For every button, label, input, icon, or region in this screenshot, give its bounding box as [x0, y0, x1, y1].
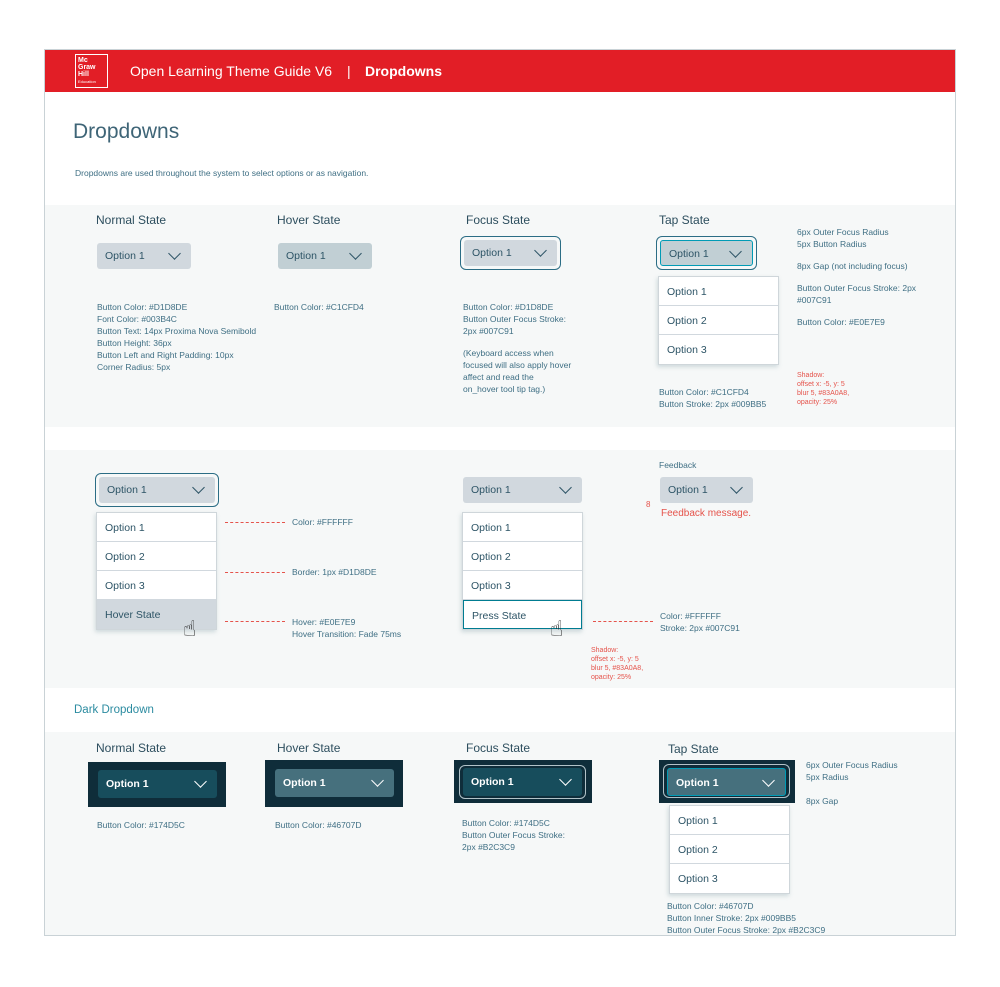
chevron-down-icon: [194, 775, 207, 788]
dark-normal-spec: Button Color: #174D5C: [97, 820, 185, 830]
dark-tap-heading: Tap State: [668, 742, 719, 756]
dropdown-label: Option 1: [283, 777, 326, 789]
spec-line: Button Stroke: 2px #009BB5: [659, 399, 767, 409]
menu-item-label: Hover State: [105, 609, 161, 621]
spec-line: 5px Radius: [806, 772, 849, 782]
page-title: Dropdowns: [73, 120, 180, 143]
spec-line: offset x: -5, y: 5: [591, 656, 639, 663]
normal-state-heading: Normal State: [96, 213, 167, 227]
spec-gap: [797, 250, 916, 260]
chevron-down-icon: [168, 247, 181, 260]
dark-normal-heading: Normal State: [96, 741, 167, 755]
dropdown-label: Option 1: [472, 247, 512, 259]
hover-dropdown[interactable]: [278, 243, 372, 269]
feedback-label: Feedback: [659, 460, 697, 470]
menu-item-label: Option 2: [471, 551, 511, 563]
normal-dropdown[interactable]: [97, 243, 191, 269]
callout-line: [225, 621, 285, 622]
spec-line: Button Color: #D1D8DE: [97, 302, 188, 312]
open-dropdown-hover[interactable]: [99, 477, 215, 503]
dark-tap-spec: [667, 900, 825, 936]
spec-line: Hover Transition: Fade 75ms: [292, 629, 402, 639]
spec-line: Button Inner Stroke: 2px #009BB5: [667, 913, 797, 923]
intro-text: Dropdowns are used throughout the system to select options or as navigation.: [75, 168, 369, 178]
dropdown-label: Option 1: [107, 484, 147, 496]
menu-item[interactable]: [659, 335, 778, 364]
dark-tap-menu: [669, 805, 790, 894]
spec-line: focused will also apply hover: [463, 360, 572, 370]
menu-item-label: Option 1: [667, 286, 707, 298]
dropdown-label: Option 1: [669, 248, 709, 260]
spec-line: Button Text: 14px Proxima Nova Semibold: [97, 326, 257, 336]
dark-hover-spec: Button Color: #46707D: [275, 820, 362, 830]
dark-hover-heading: Hover State: [277, 741, 341, 755]
menu-item-label: Option 1: [678, 815, 718, 827]
hand-cursor-icon: ☝: [550, 616, 564, 641]
color-note: Color: #FFFFFF: [292, 517, 353, 527]
spec-line: Shadow:: [591, 647, 619, 654]
dark-tap-notes: [806, 759, 898, 807]
spec-gap: [806, 783, 898, 795]
hover-state-heading: Hover State: [277, 213, 341, 227]
spec-line: affect and read the: [463, 372, 534, 382]
tap-dropdown[interactable]: [660, 240, 753, 266]
spec-line: 6px Outer Focus Radius: [806, 760, 898, 770]
menu-item[interactable]: [463, 513, 582, 542]
menu-item[interactable]: [659, 306, 778, 335]
chevron-down-icon: [192, 481, 205, 494]
spec-gap: [797, 306, 916, 316]
dropdown-label: Option 1: [471, 484, 511, 496]
menu-item[interactable]: [670, 806, 789, 835]
spec-line: Button Color: #46707D: [667, 901, 754, 911]
focus-state-heading: Focus State: [466, 213, 531, 227]
spec-line: #007C91: [797, 295, 832, 305]
chevron-down-icon: [762, 774, 775, 787]
logo-line: Education: [78, 79, 96, 84]
logo-line: Hill: [78, 71, 89, 78]
page-name: Dropdowns: [365, 63, 442, 79]
hover-menu: [96, 512, 217, 630]
menu-item-label: Option 3: [678, 873, 718, 885]
dark-tap-dropdown[interactable]: [667, 768, 786, 796]
callout-line: [225, 522, 285, 523]
dark-focus-dropdown[interactable]: [463, 768, 582, 796]
spec-line: 5px Button Radius: [797, 239, 867, 249]
dropdown-label: Option 1: [105, 250, 145, 262]
dropdown-label: Option 1: [286, 250, 326, 262]
menu-item[interactable]: [463, 571, 582, 600]
menu-item-label: Option 1: [105, 522, 145, 534]
dropdown-label: Option 1: [676, 777, 719, 789]
menu-item-label: Option 2: [678, 844, 718, 856]
spec-line: Button Outer Focus Stroke:: [463, 314, 566, 324]
shadow-note: [797, 371, 849, 407]
spec-line: 6px Outer Focus Radius: [797, 227, 889, 237]
spec-line: Button Color: #174D5C: [462, 818, 550, 828]
tap-notes: [797, 226, 916, 328]
focus-dropdown[interactable]: [464, 240, 557, 266]
spec-line: Button Outer Focus Stroke:: [462, 830, 565, 840]
spec-line: Font Color: #003B4C: [97, 314, 177, 324]
menu-item-hovered[interactable]: [97, 600, 216, 629]
hand-cursor-icon: ☝: [183, 616, 197, 641]
menu-item-label: Option 2: [105, 551, 145, 563]
spec-line: blur 5, #83A0A8,: [591, 665, 644, 672]
spec-line: 2px #B2C3C9: [462, 842, 515, 852]
spec-line: Corner Radius: 5px: [97, 362, 171, 372]
spec-line: Color: #FFFFFF: [660, 611, 721, 621]
menu-states-panel: [45, 450, 955, 688]
dark-dropdown-heading: Dark Dropdown: [74, 704, 154, 716]
border-note: Border: 1px #D1D8DE: [292, 567, 377, 577]
guide-page: [44, 49, 956, 936]
spec-line: on_hover tool tip tag.): [463, 384, 546, 394]
callout-line: [593, 621, 653, 622]
chevron-down-icon: [730, 481, 743, 494]
dark-states-panel: [45, 732, 955, 935]
dropdown-label: Option 1: [668, 484, 708, 496]
spec-line: opacity: 25%: [591, 674, 632, 681]
press-menu: [462, 512, 583, 630]
focus-spec: [463, 301, 571, 395]
chevron-down-icon: [371, 774, 384, 787]
title-separator: |: [347, 63, 351, 79]
chevron-down-icon: [534, 244, 547, 257]
shadow-note: [591, 646, 643, 682]
spec-line: 8px Gap: [806, 796, 839, 806]
logo-line: Graw: [78, 64, 96, 71]
menu-item[interactable]: [97, 571, 216, 600]
spec-line: Button Outer Focus Stroke: 2px: [797, 283, 917, 293]
menu-item-label: Press State: [472, 610, 527, 622]
spec-line: Button Color: #C1CFD4: [659, 387, 749, 397]
menu-item-label: Option 2: [667, 315, 707, 327]
chevron-down-icon: [559, 773, 572, 786]
menu-item-label: Option 3: [105, 580, 145, 592]
open-dropdown-press[interactable]: [463, 477, 582, 503]
menu-item[interactable]: [670, 864, 789, 893]
light-states-panel: [45, 205, 955, 427]
spec-line: Button Outer Focus Stroke: 2px #B2C3C9: [667, 925, 826, 935]
press-note: [660, 610, 740, 634]
menu-item[interactable]: [670, 835, 789, 864]
menu-item[interactable]: [659, 277, 778, 306]
spec-line: Button Color: #E0E7E9: [797, 317, 885, 327]
spec-line: 2px #007C91: [463, 326, 514, 336]
logo-line: Mc: [78, 57, 88, 64]
dropdown-label: Option 1: [471, 776, 514, 788]
chevron-down-icon: [349, 247, 362, 260]
callout-line: [225, 572, 285, 573]
menu-item-pressed[interactable]: [463, 600, 582, 629]
menu-item[interactable]: [97, 542, 216, 571]
spec-line: Hover: #E0E7E9: [292, 617, 356, 627]
tap-menu: [658, 276, 779, 365]
spec-line: opacity: 25%: [797, 399, 838, 406]
menu-item-label: Option 3: [471, 580, 511, 592]
tap-state-heading: Tap State: [659, 213, 710, 227]
menu-item[interactable]: [97, 513, 216, 542]
spec-line: Button Color: #D1D8DE: [463, 302, 554, 312]
hover-note: [292, 616, 401, 640]
spec-line: offset x: -5, y: 5: [797, 381, 845, 388]
spec-line: Button Color: #C1CFD4: [274, 302, 364, 312]
dark-focus-heading: Focus State: [466, 741, 531, 755]
spec-gap: [797, 272, 916, 282]
spec-line: Stroke: 2px #007C91: [660, 623, 740, 633]
menu-item-label: Option 1: [471, 522, 511, 534]
gap-marker: 8: [646, 500, 651, 509]
spec-line: Button Left and Right Padding: 10px: [97, 350, 234, 360]
chevron-down-icon: [729, 245, 742, 258]
dark-focus-spec: [462, 817, 565, 853]
dropdown-label: Option 1: [106, 778, 149, 790]
spec-line: Shadow:: [797, 372, 825, 379]
guide-title: Open Learning Theme Guide V6: [130, 63, 333, 79]
chevron-down-icon: [559, 481, 572, 494]
feedback-dropdown[interactable]: [660, 477, 753, 503]
spec-gap: [463, 337, 571, 347]
top-bar: [45, 50, 955, 92]
dark-normal-dropdown[interactable]: [98, 770, 217, 798]
spec-line: Button Height: 36px: [97, 338, 172, 348]
feedback-message: Feedback message.: [661, 508, 752, 519]
menu-item[interactable]: [463, 542, 582, 571]
spec-line: blur 5, #83A0A8,: [797, 390, 850, 397]
dark-hover-dropdown[interactable]: [275, 769, 394, 797]
menu-item-label: Option 3: [667, 344, 707, 356]
hover-spec: [274, 301, 364, 313]
spec-line: 8px Gap (not including focus): [797, 261, 908, 271]
normal-spec: [97, 301, 256, 373]
tap-spec: [659, 386, 766, 410]
mcgraw-hill-logo: [75, 54, 108, 88]
spec-line: (Keyboard access when: [463, 348, 554, 358]
